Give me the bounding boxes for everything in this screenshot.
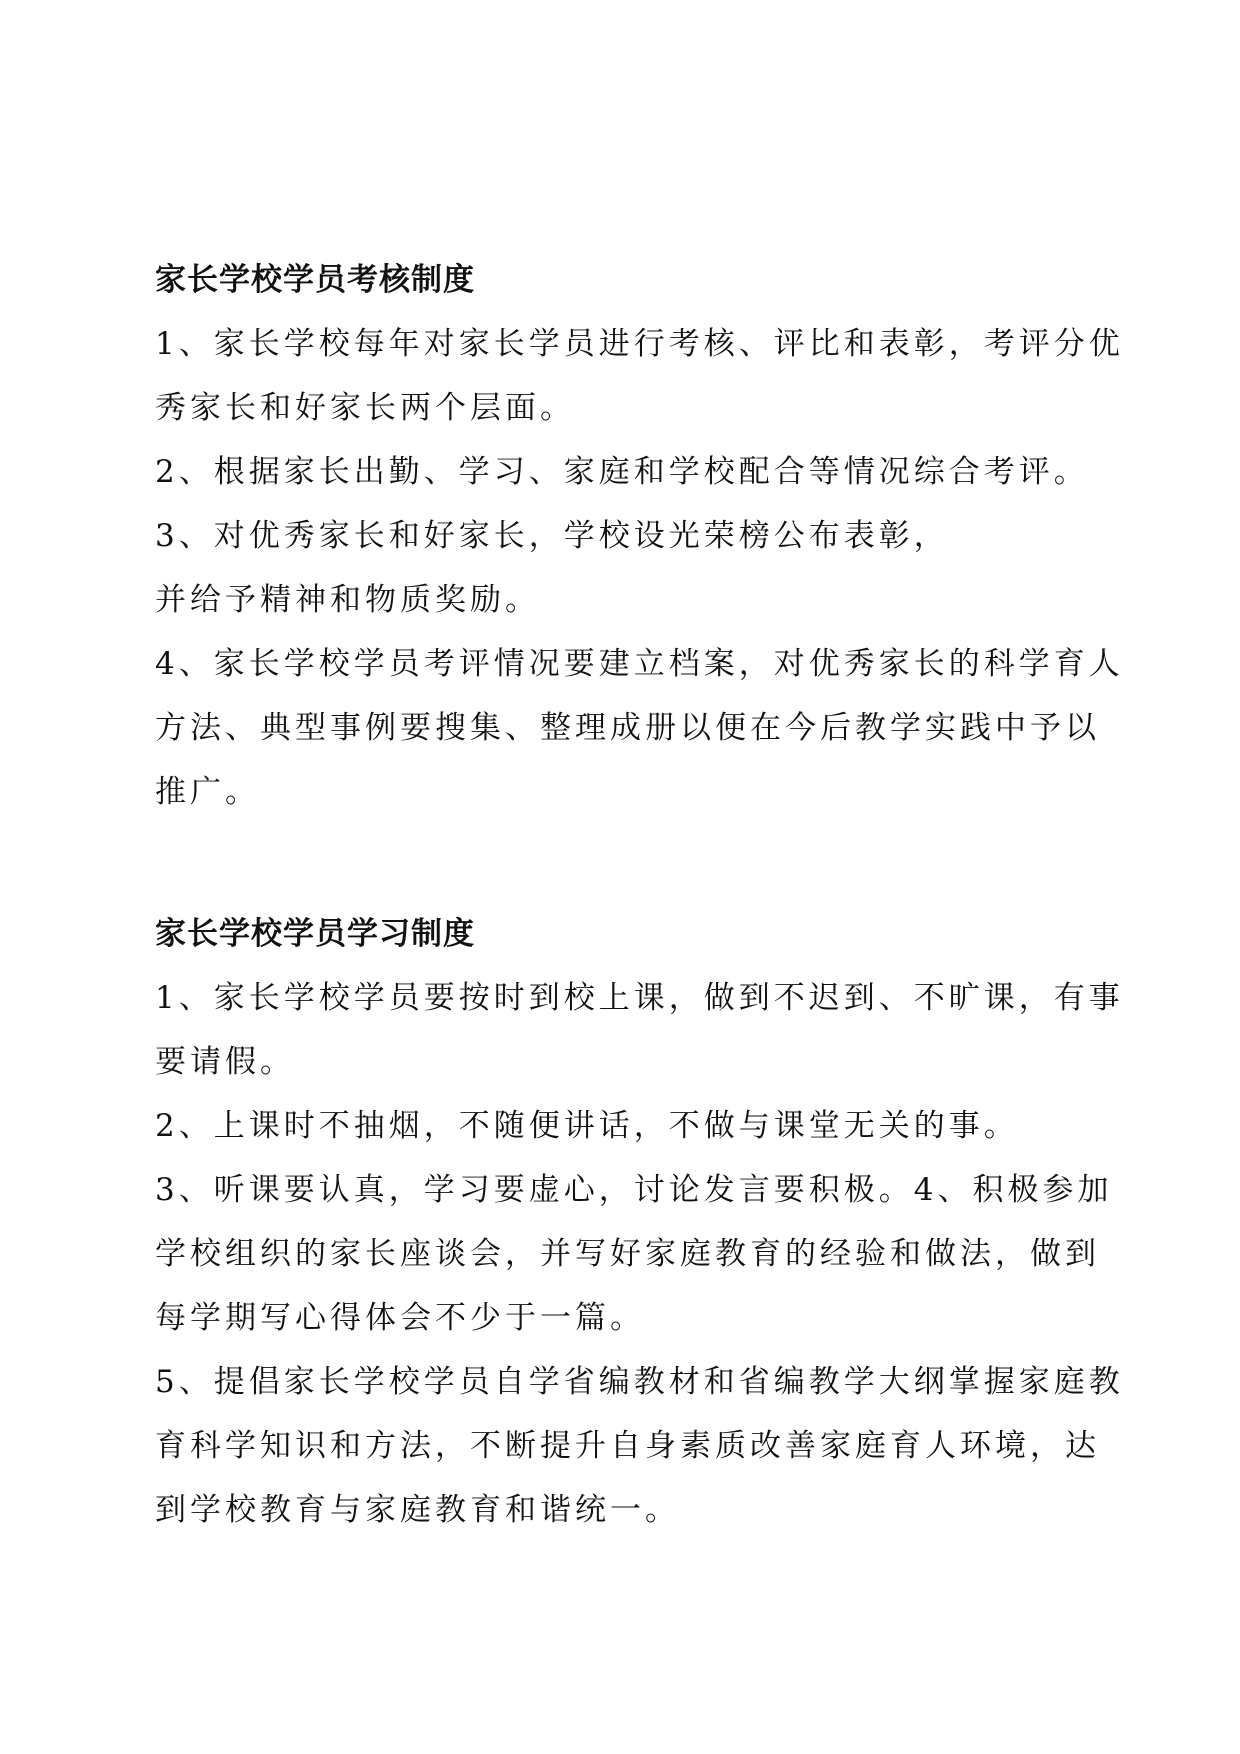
paragraph-line: 每学期写心得体会不少于一篇。 xyxy=(155,1300,645,1336)
paragraph-line: 3、听课要认真，学习要虚心，讨论发言要积极。4、积极参加 xyxy=(155,1172,1113,1208)
paragraph-line: 方法、典型事例要搜集、整理成册以便在今后教学实践中予以 xyxy=(155,710,1100,746)
paragraph xyxy=(155,440,1089,504)
paragraph-line: 学校组织的家长座谈会，并写好家庭教育的经验和做法，做到 xyxy=(155,1236,1100,1272)
paragraph xyxy=(155,1350,1124,1542)
paragraph-line: 推广。 xyxy=(155,774,260,810)
paragraph-line: 到学校教育与家庭教育和谐统一。 xyxy=(155,1492,680,1528)
paragraph-line: 5、提倡家长学校学员自学省编教材和省编教学大纲掌握家庭教 xyxy=(155,1364,1124,1400)
paragraph xyxy=(155,632,1124,824)
paragraph xyxy=(155,312,1124,440)
paragraph-line: 1、家长学校每年对家长学员进行考核、评比和表彰，考评分优 xyxy=(155,326,1124,362)
paragraph-line: 2、根据家长出勤、学习、家庭和学校配合等情况综合考评。 xyxy=(155,454,1089,490)
paragraph-line: 3、对优秀家长和好家长，学校设光荣榜公布表彰， xyxy=(155,518,949,554)
paragraph-line: 4、家长学校学员考评情况要建立档案，对优秀家长的科学育人 xyxy=(155,646,1124,682)
paragraph-line: 1、家长学校学员要按时到校上课，做到不迟到、不旷课，有事 xyxy=(155,980,1124,1016)
paragraph-line: 2、上课时不抽烟，不随便讲话，不做与课堂无关的事。 xyxy=(155,1108,1019,1144)
paragraph-line: 要请假。 xyxy=(155,1044,295,1080)
paragraph-line: 并给予精神和物质奖励。 xyxy=(155,582,540,618)
section-title: 家长学校学员学习制度 xyxy=(155,916,475,952)
paragraph xyxy=(155,504,1085,632)
section-study-system xyxy=(155,902,1124,1542)
paragraph xyxy=(155,1094,1085,1158)
paragraph xyxy=(155,966,1124,1094)
paragraph xyxy=(155,1158,1113,1350)
paragraph-line: 育科学知识和方法，不断提升自身素质改善家庭育人环境，达 xyxy=(155,1428,1100,1464)
section-assessment-system xyxy=(155,248,1124,824)
section-title: 家长学校学员考核制度 xyxy=(155,262,475,298)
paragraph-line: 秀家长和好家长两个层面。 xyxy=(155,390,575,426)
